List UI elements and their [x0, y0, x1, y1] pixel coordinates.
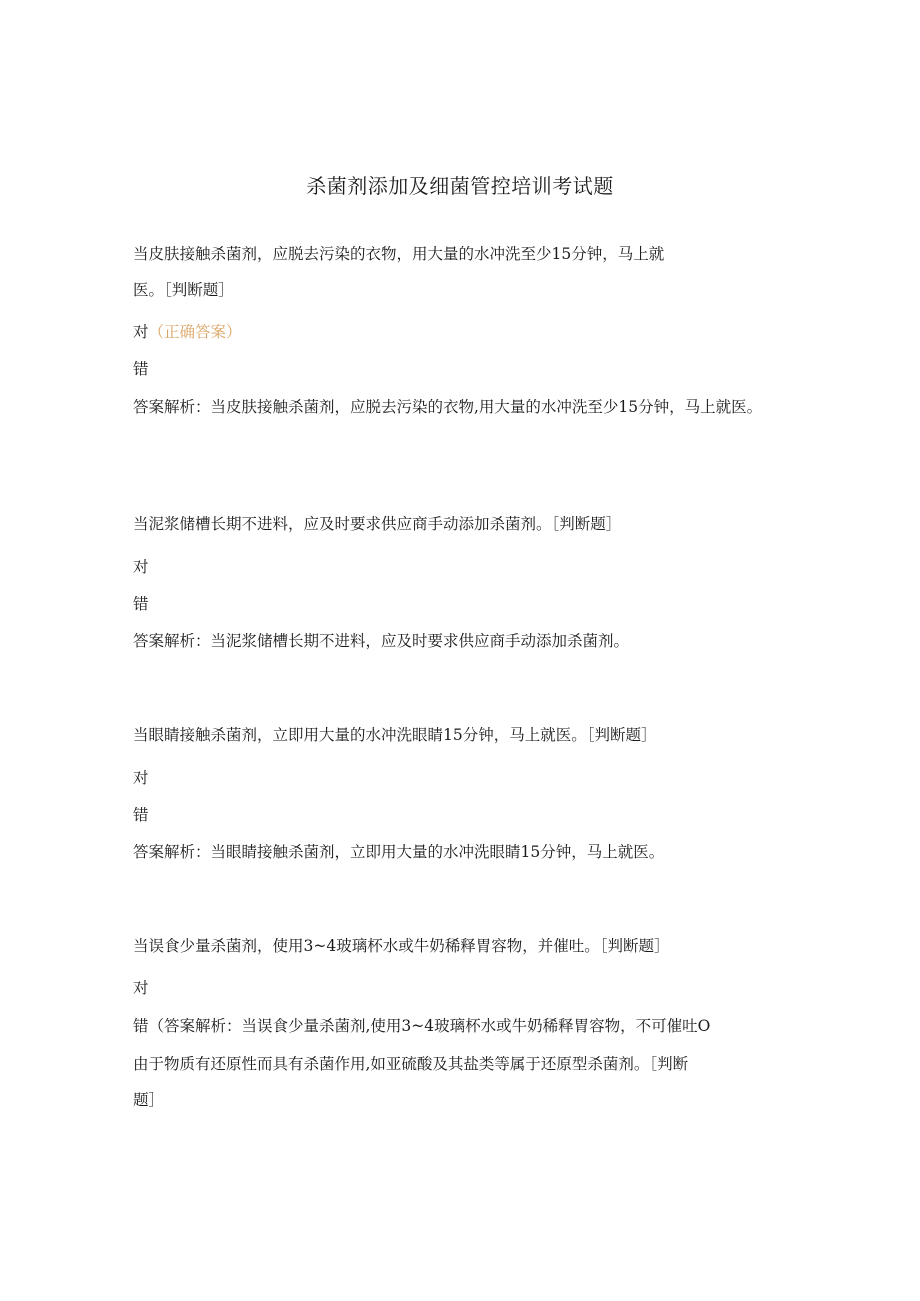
question-3-option-true[interactable]: 对: [133, 769, 149, 787]
question-5-stem-line2: 题］: [133, 1091, 165, 1109]
question-4-option-false-analysis[interactable]: 错（答案解析：当误食少量杀菌剂,使用3~4玻璃杯水或牛奶稀释胃容物，不可催吐O: [133, 1017, 711, 1035]
question-2-stem: 当泥浆储槽长期不进料，应及时要求供应商手动添加杀菌剂。［判断题］: [133, 515, 622, 533]
question-1-stem-line1: 当皮肤接触杀菌剂，应脱去污染的衣物，用大量的水冲洗至少15分钟，马上就: [133, 245, 665, 263]
correct-answer-mark: （正确答案）: [148, 323, 242, 341]
question-3-option-false[interactable]: 错: [133, 806, 149, 824]
question-5-stem-line1: 由于物质有还原性而具有杀菌作用,如亚硫酸及其盐类等属于还原型杀菌剂。［判断: [133, 1055, 689, 1073]
question-4-option-true[interactable]: 对: [133, 979, 149, 997]
page-title: 杀菌剂添加及细菌管控培训考试题: [306, 174, 614, 198]
question-2-option-true[interactable]: 对: [133, 558, 149, 576]
question-3-analysis: 答案解析：当眼睛接触杀菌剂，立即用大量的水冲洗眼睛15分钟，马上就医。: [133, 843, 665, 861]
question-1-option-true[interactable]: [133, 321, 242, 343]
question-2-analysis: 答案解析：当泥浆储槽长期不进料，应及时要求供应商手动添加杀菌剂。: [133, 632, 630, 650]
option-true-label: 对: [133, 323, 149, 341]
question-1-analysis: 答案解析：当皮肤接触杀菌剂，应脱去污染的衣物,用大量的水冲洗至少15分钟，马上就医。: [133, 398, 763, 416]
question-1-option-false[interactable]: 错: [133, 360, 149, 378]
question-2-option-false[interactable]: 错: [133, 595, 149, 613]
question-4-stem: 当误食少量杀菌剂，使用3~4玻璃杯水或牛奶稀释胃容物，并催吐。［判断题］: [133, 937, 670, 955]
question-3-stem: 当眼睛接触杀菌剂，立即用大量的水冲洗眼睛15分钟，马上就医。［判断题］: [133, 726, 657, 744]
question-1-stem-line2: 医。［判断题］: [133, 281, 234, 299]
